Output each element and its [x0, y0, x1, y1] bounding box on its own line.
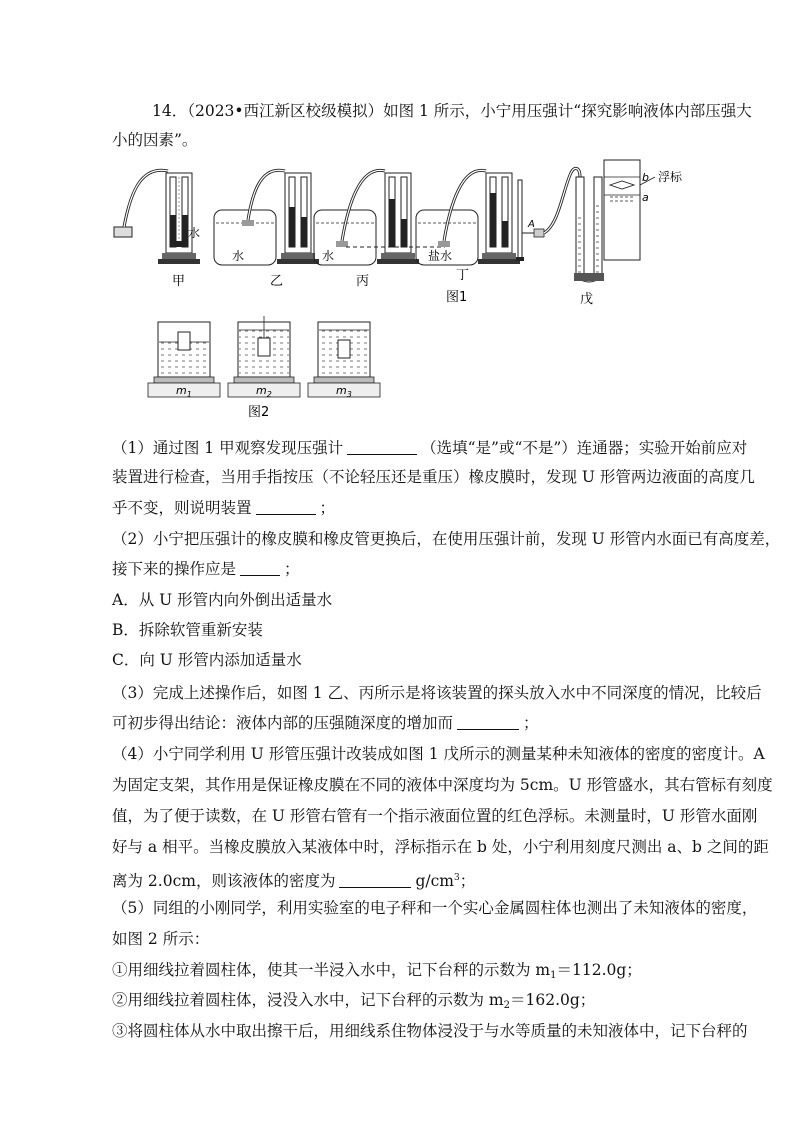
step1-sub: 1: [550, 970, 557, 981]
option-b: B．拆除软管重新安装: [112, 621, 263, 639]
scale-2-sub: 2: [266, 390, 272, 399]
option-c: C．向 U 形管内添加适量水: [112, 651, 302, 669]
part2-line1: （2）小宁把压强计的橡皮膜和橡皮管更换后，在使用压强计前，发现 U 形管内水面已有高度差，: [112, 530, 781, 548]
part3-line2: [112, 713, 539, 733]
part1-text-a: （1）通过图 1 甲观察发现压强计: [112, 439, 344, 457]
step1-text-b: ＝112.0g；: [556, 961, 642, 979]
step-1: [112, 960, 642, 986]
answer-blank-2[interactable]: [256, 499, 316, 515]
part1-line3: [112, 498, 335, 518]
scale-3-sub: 3: [346, 390, 352, 399]
apparatus-wu: [516, 160, 655, 282]
part3-text-a: 可初步得出结论：液体内部的压强随深度的增加而: [112, 714, 454, 732]
part2-text-b: ；: [284, 560, 300, 578]
label-water-jia: 水: [188, 226, 201, 240]
label-bing: 丙: [356, 274, 370, 289]
part3-text-b: ；: [523, 714, 539, 732]
step1-text-a: ①用细线拉着圆柱体，使其一半浸入水中，记下台秤的示数为 m: [112, 961, 551, 979]
part3-line1: （3）完成上述操作后，如图 1 乙、丙所示是将该装置的探头放入水中不同深度的情况，比较后: [112, 684, 762, 702]
scale-2-label: $m_2$: [256, 384, 272, 399]
step2-text-b: ＝162.0g；: [510, 991, 596, 1009]
part4-line5: [112, 868, 475, 891]
part2-text-a: 接下来的操作应是: [112, 560, 237, 578]
label-A: A: [528, 219, 535, 230]
step2-sub: 2: [503, 1000, 511, 1011]
answer-blank-4[interactable]: [457, 714, 519, 730]
answer-blank-5[interactable]: [339, 872, 411, 888]
part4-line4: 好与 a 相平。当橡皮膜放入某液体中时，浮标指示在 b 处，小宁利用刻度尺测出 a、b 之间的距: [112, 838, 769, 856]
figure1-caption: 图1: [446, 290, 468, 305]
part1-line1: [112, 438, 747, 458]
scale-1-label: $m_1$: [176, 384, 192, 399]
label-a: a: [642, 191, 649, 204]
option-a: A．从 U 形管内向外倒出适量水: [112, 591, 333, 609]
figure-1: [110, 155, 710, 315]
label-jia: 甲: [172, 274, 186, 289]
step-2: [112, 990, 595, 1016]
label-ding: 丁: [456, 268, 470, 283]
part5-line1: （5）同组的小刚同学，利用实验室的电子秤和一个实心金属圆柱体也测出了未知液体的密度，: [112, 899, 758, 917]
part4-line3: 值，为了便于读数，在 U 形管右管有一个指示液面位置的红色浮标。未测量时，U 形管水面刚: [112, 807, 758, 825]
part1-text-c: 乎不变，则说明装置: [112, 499, 252, 517]
part4-text-c: ；: [459, 872, 476, 890]
label-float: 浮标: [658, 170, 683, 184]
part4-unit-sup: 3: [454, 873, 460, 883]
part2-line2: [112, 559, 300, 579]
label-yi: 乙: [270, 274, 284, 289]
part4-text-a: 离为 2.0cm，则该液体的密度为: [112, 872, 336, 890]
label-water-bing: 水: [322, 249, 335, 263]
part1-text-d: ；: [319, 499, 336, 517]
scale-1-sub: 1: [186, 390, 192, 399]
part5-line2: 如图 2 所示：: [112, 930, 210, 948]
label-wu: 戊: [580, 292, 594, 307]
step2-text-a: ②用细线拉着圆柱体，浸没入水中，记下台秤的示数为 m: [112, 991, 504, 1009]
apparatus-jia: [114, 170, 200, 264]
label-b: b: [642, 171, 649, 184]
part4-unit: g/cm: [415, 872, 454, 890]
label-saltwater: 盐水: [428, 249, 453, 263]
answer-blank-1[interactable]: [347, 439, 417, 455]
part1-line2: 装置进行检查，当用手指按压（不论轻压还是重压）橡皮膜时，发现 U 形管两边液面的高度几: [112, 468, 755, 486]
figure-2: [140, 316, 440, 421]
scale-3-label: $m_3$: [336, 384, 352, 399]
answer-blank-3[interactable]: [240, 560, 280, 576]
step-3: ③将圆柱体从水中取出擦干后，用细线系住物体浸没于与水等质量的未知液体中，记下台秤的: [112, 1022, 748, 1040]
part1-text-b: （选填“是”或“不是”）连通器；实验开始前应对: [421, 439, 748, 457]
apparatus-yi: [214, 170, 319, 265]
question-title-line1: 14．（2023•西江新区校级模拟）如图 1 所示，小宁用压强计“探究影响液体内部压强大: [152, 102, 752, 120]
figure2-caption: 图2: [248, 405, 270, 420]
question-title-line2: 小的因素”。: [112, 131, 198, 149]
part4-line2: 为固定支架，其作用是保证橡皮膜在不同的液体中深度均为 5cm。U 形管盛水，其右管标有刻度: [112, 776, 773, 794]
part4-line1: （4）小宁同学利用 U 形管压强计改装成如图 1 戊所示的测量某种未知液体的密度的密度计。A: [112, 745, 765, 763]
label-water-yi: 水: [232, 249, 245, 263]
